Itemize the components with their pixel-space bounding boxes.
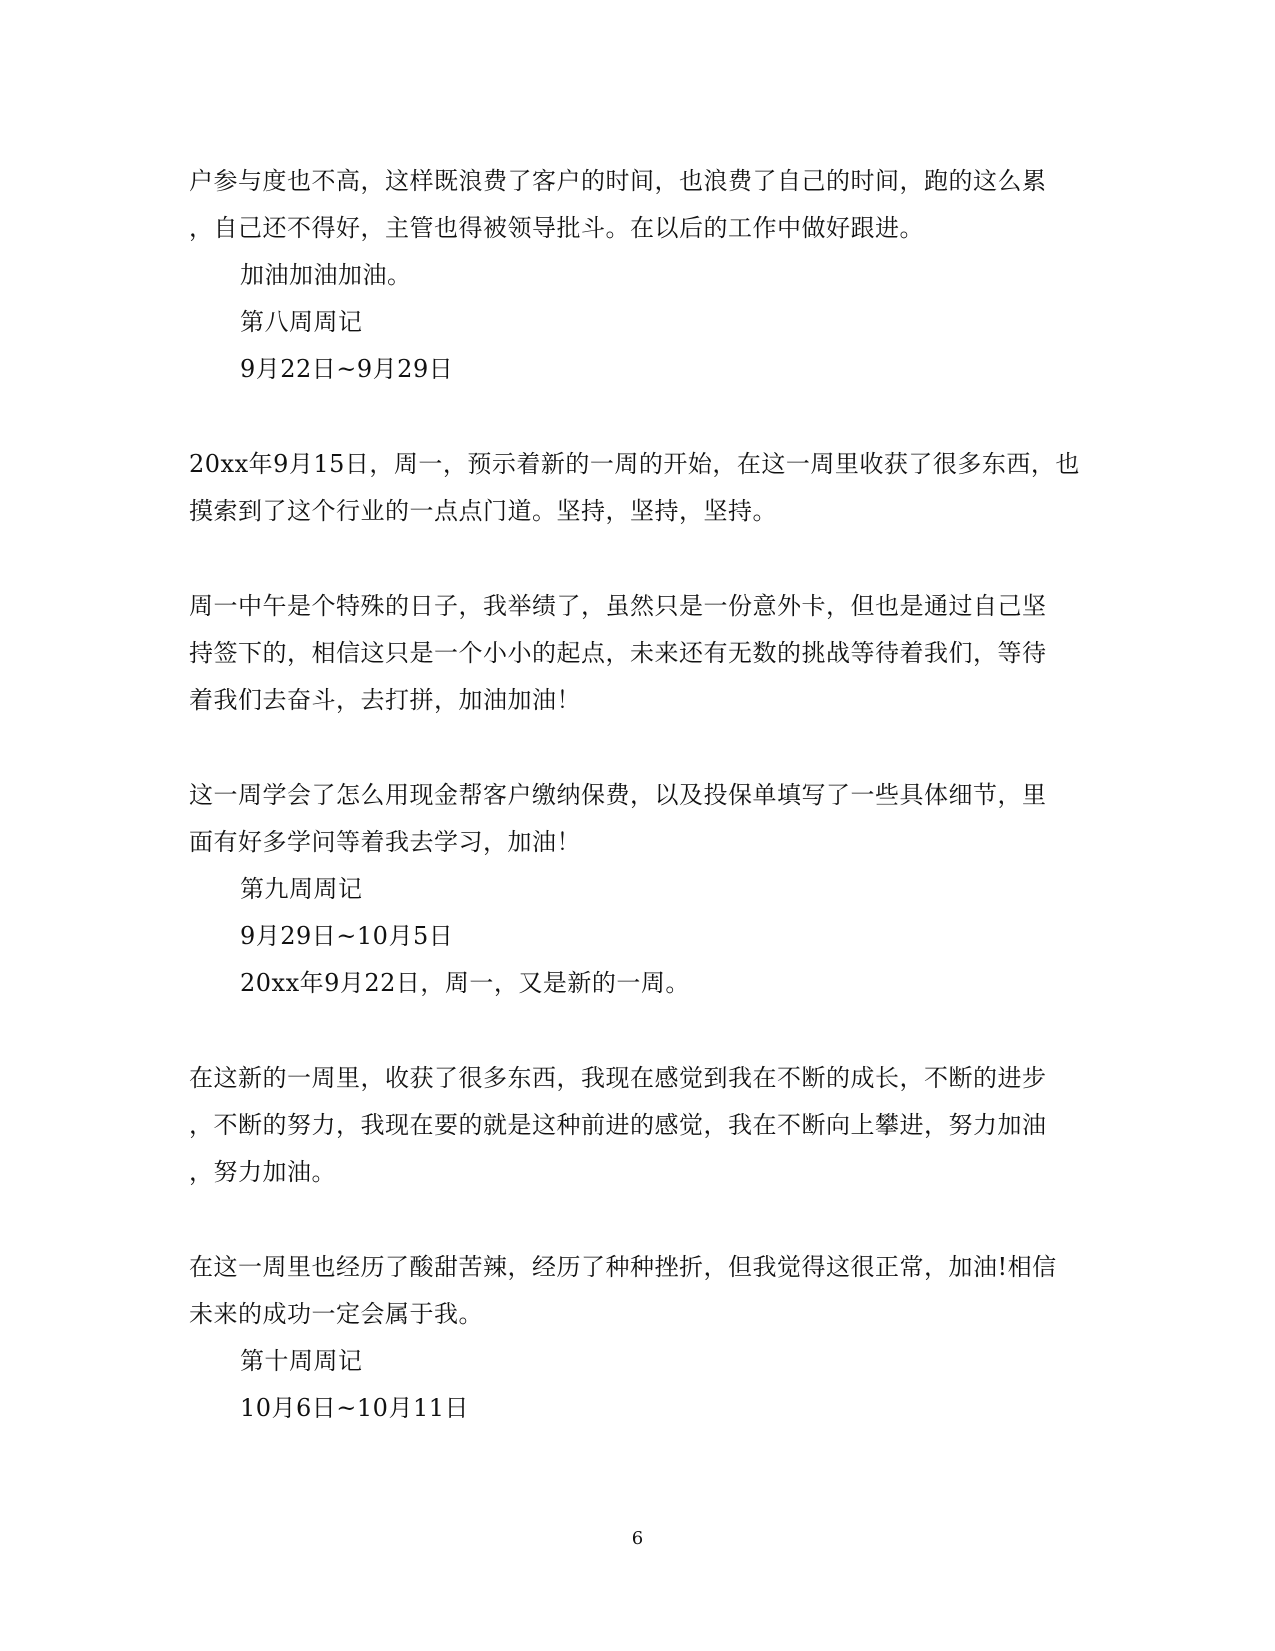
week-heading: 第八周周记	[240, 308, 363, 336]
paragraph-line: 未来的成功一定会属于我。	[189, 1300, 483, 1328]
page-number: 6	[631, 1528, 644, 1549]
paragraph-line: 加油加油加油。	[240, 261, 412, 289]
paragraph-line: 在这新的一周里，收获了很多东西，我现在感觉到我在不断的成长，不断的进步	[189, 1064, 1047, 1092]
paragraph-line: 户参与度也不高，这样既浪费了客户的时间，也浪费了自己的时间，跑的这么累	[189, 167, 1047, 195]
paragraph-line: ，自己还不得好，主管也得被领导批斗。在以后的工作中做好跟进。	[189, 214, 924, 242]
paragraph-line: 持签下的，相信这只是一个小小的起点，未来还有无数的挑战等待着我们，等待	[189, 639, 1047, 667]
week-heading: 第十周周记	[240, 1347, 363, 1375]
date-range: 10月6日~10月11日	[240, 1394, 469, 1422]
paragraph-line: 面有好多学问等着我去学习，加油！	[189, 828, 581, 856]
paragraph-line: 在这一周里也经历了酸甜苦辣，经历了种种挫折，但我觉得这很正常，加油!相信	[189, 1253, 1057, 1281]
date-range: 9月29日~10月5日	[240, 922, 454, 950]
paragraph-line: 20xx年9月22日，周一，又是新的一周。	[240, 969, 690, 997]
date-range: 9月22日~9月29日	[240, 355, 454, 383]
paragraph-line: 这一周学会了怎么用现金帮客户缴纳保费，以及投保单填写了一些具体细节，里	[189, 781, 1047, 809]
week-heading: 第九周周记	[240, 875, 363, 903]
paragraph-line: ，努力加油。	[189, 1158, 336, 1186]
paragraph-line: 20xx年9月15日，周一，预示着新的一周的开始，在这一周里收获了很多东西，也	[189, 450, 1080, 478]
paragraph-line: 着我们去奋斗，去打拼，加油加油！	[189, 686, 581, 714]
paragraph-line: 周一中午是个特殊的日子，我举绩了，虽然只是一份意外卡，但也是通过自己坚	[189, 592, 1047, 620]
paragraph-line: ，不断的努力，我现在要的就是这种前进的感觉，我在不断向上攀进，努力加油	[189, 1111, 1047, 1139]
paragraph-line: 摸索到了这个行业的一点点门道。坚持，坚持，坚持。	[189, 497, 777, 525]
